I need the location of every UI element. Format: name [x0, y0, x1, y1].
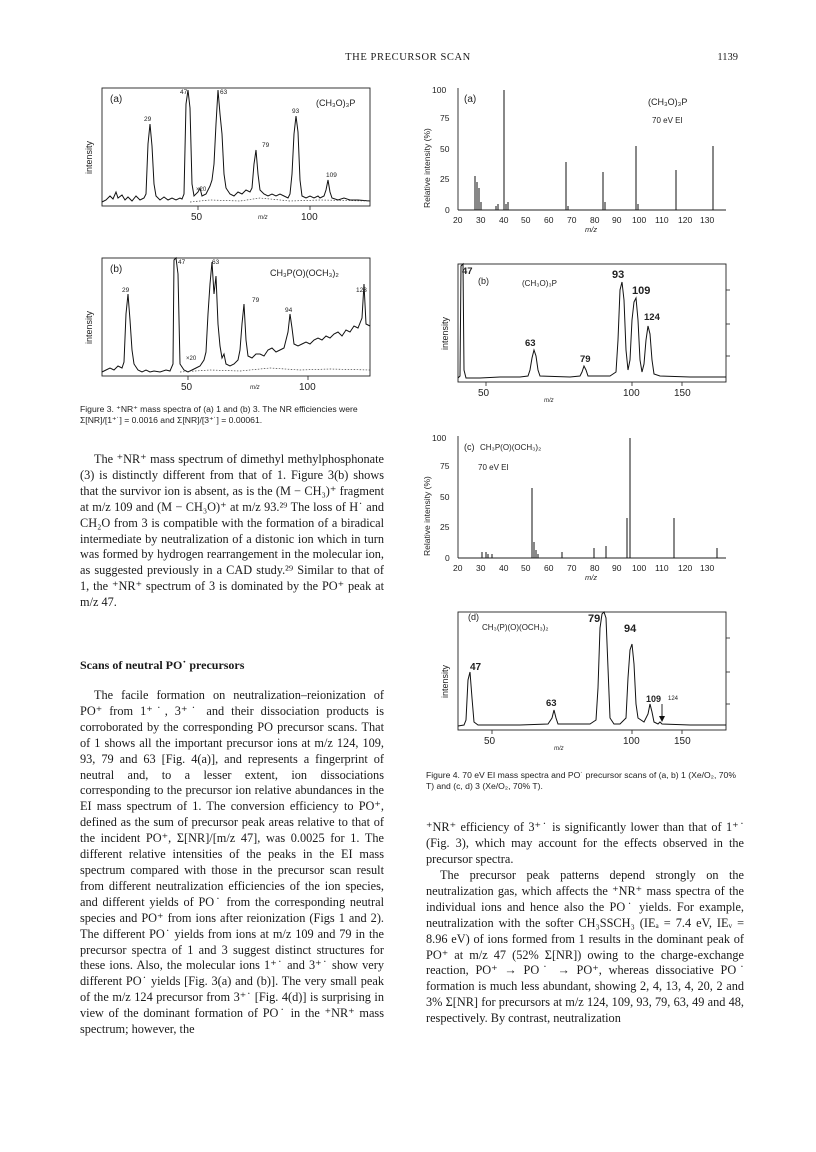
peak-label-63: 63: [525, 338, 536, 349]
compound-label: (CH₃O)₃P: [522, 279, 557, 288]
peak-label-94: 94: [624, 623, 637, 635]
svg-text:40: 40: [499, 563, 509, 573]
x-axis-label: m/z: [544, 398, 554, 404]
left-paragraph-1: The ⁺NR⁺ mass spectrum of dimethyl methylphosphonate (3) is distinctly different from that of 1. Figure 3(b) shows that the survivor ion is absent, as is the (M − CH₃)⁺ fragment at m/z 109 and (M − CH₃O)⁺ at m/z 93.²⁹ The loss of H˙ and CH₂O from 3 is compatible with the formation of a biradical intermediate by neutralization of a distonic ion which in turn was formed by hydrogen rearrangement in the molecular ion, as suggested previously in a CAD study.²⁹ Similar to that of 1, the ⁺NR⁺ spectrum of 3 is dominated by the PO⁺ peak at m/z 47.: [80, 452, 384, 610]
x-tick-100: 100: [299, 382, 316, 393]
y-axis-label: Relative intensity (%): [422, 476, 432, 556]
y-tick-75: 75: [440, 461, 450, 471]
x-tick-50: 50: [191, 212, 203, 223]
peak-label-123: 123: [356, 287, 367, 294]
page-number: 1139: [717, 52, 738, 63]
svg-text:120: 120: [678, 215, 693, 225]
x-tick-150: 150: [674, 388, 691, 399]
peak-label-109: 109: [646, 694, 662, 704]
peak-label-109: 109: [326, 172, 337, 179]
svg-text:60: 60: [544, 563, 554, 573]
svg-text:60: 60: [544, 215, 554, 225]
y-axis-label: intensity: [440, 664, 450, 698]
figure4a-spectrum: [420, 84, 740, 234]
x-tick-50: 50: [181, 382, 193, 393]
peak-label-63: 63: [220, 89, 228, 96]
x-tick-labels: [453, 215, 714, 225]
figure4-caption: Figure 4. 70 eV EI mass spectra and PO˙ precursor scans of (a, b) 1 (Xe/O₂, 70% T) and (c, d) 3 (Xe/O₂, 70% T).: [426, 770, 736, 791]
y-tick-50: 50: [440, 144, 450, 154]
panel-label: (d): [468, 612, 479, 622]
page-header: [0, 52, 816, 68]
plot-frame: [458, 264, 726, 382]
peak-label-47: 47: [180, 89, 188, 96]
x-tick-50: 50: [484, 736, 496, 747]
compound-label: CH₃P(O)(OCH₃)₂: [270, 268, 339, 278]
figure4c-spectrum: [420, 432, 740, 582]
peak-label-29: 29: [122, 287, 130, 294]
peak-label-29: 29: [144, 116, 152, 123]
svg-text:20: 20: [453, 563, 463, 573]
peak-label-79: 79: [580, 354, 591, 365]
svg-text:50: 50: [521, 215, 531, 225]
spectrum-trace: [458, 264, 726, 378]
svg-text:100: 100: [632, 215, 647, 225]
figure4d-spectrum: [420, 608, 740, 758]
peak-label-79: 79: [252, 297, 260, 304]
svg-text:20: 20: [453, 215, 463, 225]
y-tick-25: 25: [440, 174, 450, 184]
svg-text:90: 90: [612, 563, 622, 573]
right-paragraph-1: ⁺NR⁺ efficiency of 3⁺˙ is significantly lower than that of 1⁺˙ (Fig. 3), which may account for the effects observed in the precursor spectra.: [426, 820, 744, 866]
compound-label: (CH₃O)₃P: [648, 97, 688, 107]
svg-text:50: 50: [521, 563, 531, 573]
y-tick-50: 50: [440, 492, 450, 502]
figure4b-spectrum: [420, 260, 740, 410]
condition-label: 70 eV EI: [652, 116, 683, 125]
y-tick-100: 100: [432, 433, 447, 443]
svg-text:100: 100: [632, 563, 647, 573]
x-axis-label: m/z: [554, 746, 564, 752]
peak-label-47: 47: [462, 266, 473, 277]
x-tick-labels: [453, 563, 714, 573]
peak-label-79: 79: [262, 142, 270, 149]
svg-text:40: 40: [499, 215, 509, 225]
peak-label-109: 109: [632, 285, 651, 297]
svg-text:130: 130: [700, 215, 715, 225]
scale-note: ×20: [196, 187, 207, 193]
right-paragraph-2: The precursor peak patterns depend strongly on the neutralization gas, which affects the ⁺NR⁺ mass spectra of the individual ions and hence also the PO˙ yields. For example, neutralization with the softer CH₃SSCH₃ (IEₐ = 7.4 eV, IEᵥ = 8.96 eV) of ions formed from 1 results in the dominant peak of PO⁺ at m/z 47 (52% Σ[NR]) owing to the charge-exchange reaction, PO⁺ → PO˙ → PO⁺, whereas dissociative PO˙ formation is much less abundant, showing 2, 4, 13, 4, 20, 2 and 3% Σ[NR] for precursors at m/z 124, 109, 93, 79, 63, 49 and 48, respectively. By contrast, neutralization: [426, 868, 744, 1026]
x-tick-100: 100: [623, 388, 640, 399]
scale-note: ×20: [186, 356, 197, 362]
x-tick-150: 150: [674, 736, 691, 747]
peaks: [475, 90, 713, 210]
svg-text:130: 130: [700, 563, 715, 573]
y-axis-label: intensity: [440, 316, 450, 350]
y-tick-0: 0: [445, 553, 450, 563]
x-axis-label: m/z: [258, 215, 268, 221]
svg-text:110: 110: [655, 215, 669, 225]
x-axis-label: m/z: [585, 573, 598, 582]
y-tick-25: 25: [440, 522, 450, 532]
y-tick-0: 0: [445, 205, 450, 215]
section-heading: Scans of neutral PO˙ precursors: [80, 658, 245, 672]
x-axis-label: m/z: [250, 385, 260, 391]
figure3b-spectrum: [80, 254, 380, 404]
compound-label: (CH₃O)₃P: [316, 98, 356, 108]
left-paragraph-2: The facile formation on neutralization–reionization of PO⁺ from 1⁺˙, 3⁺˙ and their dissociation products is corroborated by the corresponding PO precursor scans. That of 1 shows all the important precursor ions at m/z 124, 109, 93, 79 and 63 [Fig. 4(a)], and represents a fingerprint of neutral and, to a lesser extent, ion dissociations corresponding to the precursor ion relative abundances in the EI mass spectrum of 1. The conversion efficiency to PO⁺, defined as the sum of precursor peak areas relative to that of the incident PO⁺, Σ[NR]/[m/z 47], was 0.0025 for 1. The different relative intensities of the peaks in the EI mass spectrum compared with those in the precursor scan result from different neutralization efficiencies of the ion species, and different yields of PO˙ from the corresponding neutral species and PO⁺ from ions after reionization (Figs 1 and 2). The different PO˙ yields from ions at m/z 109 and 79 in the precursor spectra of 1 and 3 suggest distinct structures for these ions. Also, the molecular ions 1⁺˙ and 3⁺˙ show very different PO˙ yields [Fig. 3(a) and (b)]. The very small peak of the m/z 124 precursor from 3⁺˙ [Fig. 4(d)] is surprising in view of the dominant formation of PO˙ in the ⁺NR⁺ mass spectrum; however, the: [80, 688, 384, 1037]
y-tick-75: 75: [440, 113, 450, 123]
svg-text:120: 120: [678, 563, 693, 573]
peak-label-47: 47: [178, 259, 186, 266]
peak-label-63: 63: [212, 259, 220, 266]
panel-label: (a): [464, 94, 477, 105]
y-axis-label: Relative intensity (%): [422, 128, 432, 208]
svg-text:70: 70: [567, 215, 577, 225]
peak-label-63: 63: [546, 698, 557, 709]
svg-text:80: 80: [590, 215, 600, 225]
y-axis-label: intensity: [84, 310, 94, 344]
panel-label: (b): [478, 276, 489, 286]
x-tick-100: 100: [301, 212, 318, 223]
y-tick-100: 100: [432, 85, 447, 95]
svg-text:110: 110: [655, 563, 669, 573]
svg-text:70: 70: [567, 563, 577, 573]
running-head: THE PRECURSOR SCAN: [345, 52, 471, 63]
y-axis-label: intensity: [84, 140, 94, 174]
peak-label-79: 79: [588, 613, 601, 625]
x-tick-100: 100: [623, 736, 640, 747]
peak-label-47: 47: [470, 662, 482, 673]
compound-label: CH₃P(O)(OCH₃)₂: [480, 443, 542, 452]
peak-label-93: 93: [292, 108, 300, 115]
svg-text:80: 80: [590, 563, 600, 573]
svg-text:30: 30: [476, 563, 486, 573]
peak-label-93: 93: [612, 269, 625, 281]
panel-label: (a): [110, 94, 123, 105]
panel-label: (c): [464, 442, 475, 452]
x-axis-label: m/z: [585, 225, 598, 234]
x-tick-50: 50: [478, 388, 490, 399]
svg-text:30: 30: [476, 215, 486, 225]
peak-label-124: 124: [668, 696, 679, 702]
x20-trace: [180, 368, 370, 372]
condition-label: 70 eV EI: [478, 463, 509, 472]
compound-label: CH₃(P)(O)(OCH₃)₂: [482, 623, 549, 632]
figure3a-spectrum: [80, 84, 380, 234]
panel-label: (b): [110, 264, 123, 275]
peak-label-94: 94: [285, 307, 293, 314]
peaks: [482, 438, 717, 558]
peak-label-124: 124: [644, 312, 660, 323]
svg-text:90: 90: [612, 215, 622, 225]
figure3-caption: Figure 3. ⁺NR⁺ mass spectra of (a) 1 and (b) 3. The NR efficiencies were Σ[NR]/[1⁺˙] = 0.0016 and Σ[NR]/[3⁺˙] = 0.00061.: [80, 404, 358, 425]
